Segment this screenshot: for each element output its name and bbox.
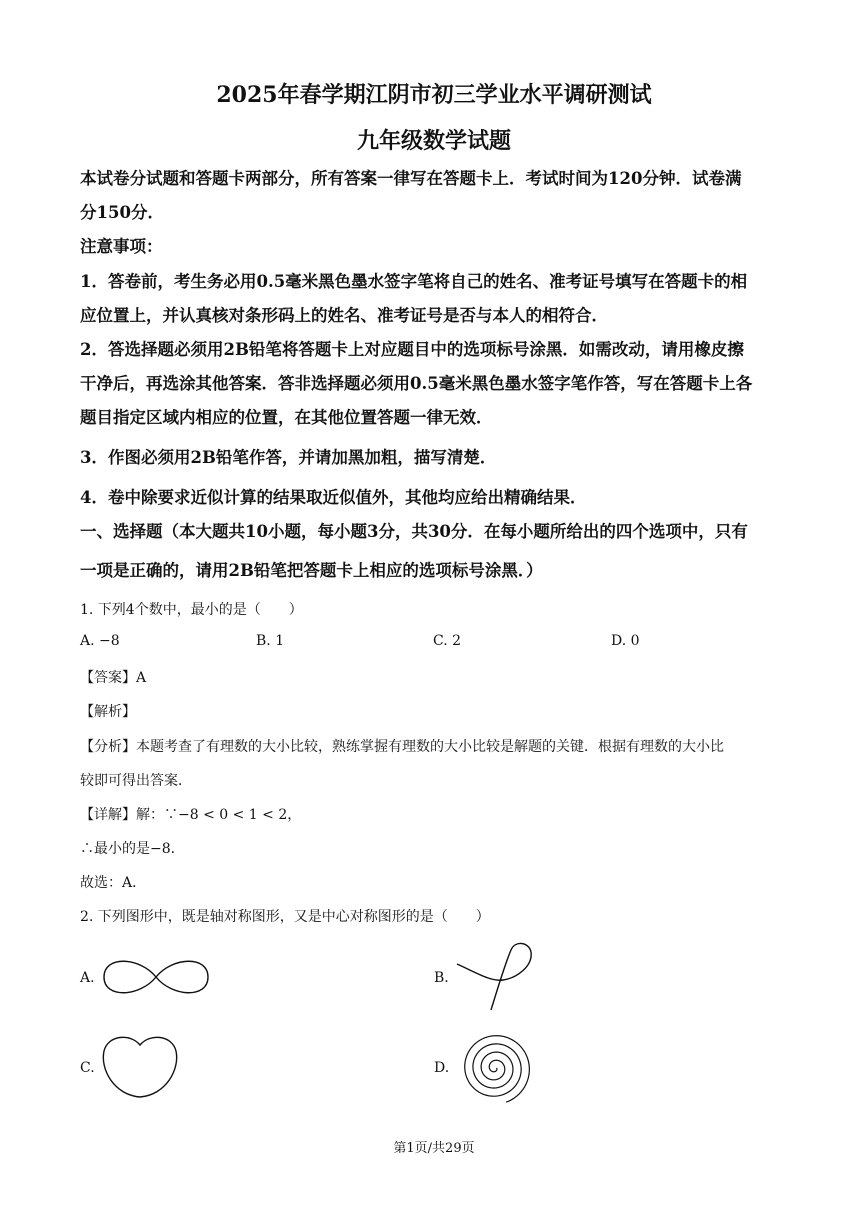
q2-stem: 2. 下列图形中，既是轴对称图形，又是中心对称图形的是（ ） — [80, 909, 490, 925]
q1-option-a: A. −8 — [80, 633, 120, 649]
exam-subtitle: 九年级数学试题 — [356, 128, 511, 154]
notice-line-6: 3．作图必须用2B铅笔作答，并请加黑加粗，描写清楚． — [80, 448, 497, 467]
exam-title: 2025年春学期江阴市初三学业水平调研测试 — [216, 82, 652, 108]
q1-stem: 1. 下列4个数中，最小的是（ ） — [80, 602, 303, 618]
loop-curve-icon — [455, 940, 535, 1012]
q1-option-c: C. 2 — [433, 633, 462, 649]
notice-line-4: 干净后，再选涂其他答案．答非选择题必须用0.5毫米黑色墨水签字笔作答，写在答题卡上各 — [80, 374, 753, 393]
q1-analysis-line-1: 【分析】本题考查了有理数的大小比较，熟练掌握有理数的大小比较是解题的关键．根据有理数的大小比 — [80, 739, 724, 755]
q1-analysis-label: 【解析】 — [80, 704, 136, 720]
q1-option-d: D. 0 — [611, 633, 640, 649]
heart-curve-icon — [100, 1033, 180, 1099]
section-heading-1: 一、选择题（本大题共10小题，每小题3分，共30分．在每小题所给出的四个选项中，只有 — [80, 522, 748, 541]
q2-label-d: D. — [434, 1060, 450, 1076]
intro-line-1: 本试卷分试题和答题卡两部分，所有答案一律写在答题卡上．考试时间为120分钟．试卷满 — [80, 169, 742, 188]
notice-line-3: 2．答选择题必须用2B铅笔将答题卡上对应题目中的选项标号涂黑．如需改动，请用橡皮擦 — [80, 340, 744, 359]
q2-label-a: A. — [80, 970, 95, 986]
notice-line-7: 4．卷中除要求近似计算的结果取近似值外，其他均应给出精确结果． — [80, 488, 587, 507]
intro-line-2: 分150分． — [80, 203, 164, 222]
section-heading-2: 一项是正确的，请用2B铅笔把答题卡上相应的选项标号涂黑．） — [80, 561, 543, 580]
notice-line-1: 1．答卷前，考生务必用0.5毫米黑色墨水签字笔将自己的姓名、准考证号填写在答题卡的相 — [80, 272, 748, 291]
notice-line-2: 应位置上，并认真核对条形码上的姓名、准考证号是否与本人的相符合． — [80, 306, 608, 325]
q1-detail: 【详解】解：∵−8 < 0 < 1 < 2， — [80, 807, 302, 823]
spiral-curve-icon — [455, 1030, 535, 1106]
page-footer: 第1页/共29页 — [393, 1141, 475, 1156]
infinity-curve-icon — [100, 953, 212, 1001]
q2-label-c: C. — [80, 1060, 95, 1076]
q1-conclusion: ∴最小的是−8． — [80, 841, 185, 857]
q2-label-b: B. — [434, 970, 449, 986]
notice-heading: 注意事项： — [80, 237, 163, 256]
notice-line-5: 题目指定区域内相应的位置，在其他位置答题一律无效． — [80, 408, 493, 427]
q1-analysis-line-2: 较即可得出答案． — [80, 773, 192, 789]
q1-answer: 【答案】A — [80, 670, 147, 686]
q1-option-b: B. 1 — [256, 633, 285, 649]
q1-choice: 故选：A． — [80, 875, 147, 891]
